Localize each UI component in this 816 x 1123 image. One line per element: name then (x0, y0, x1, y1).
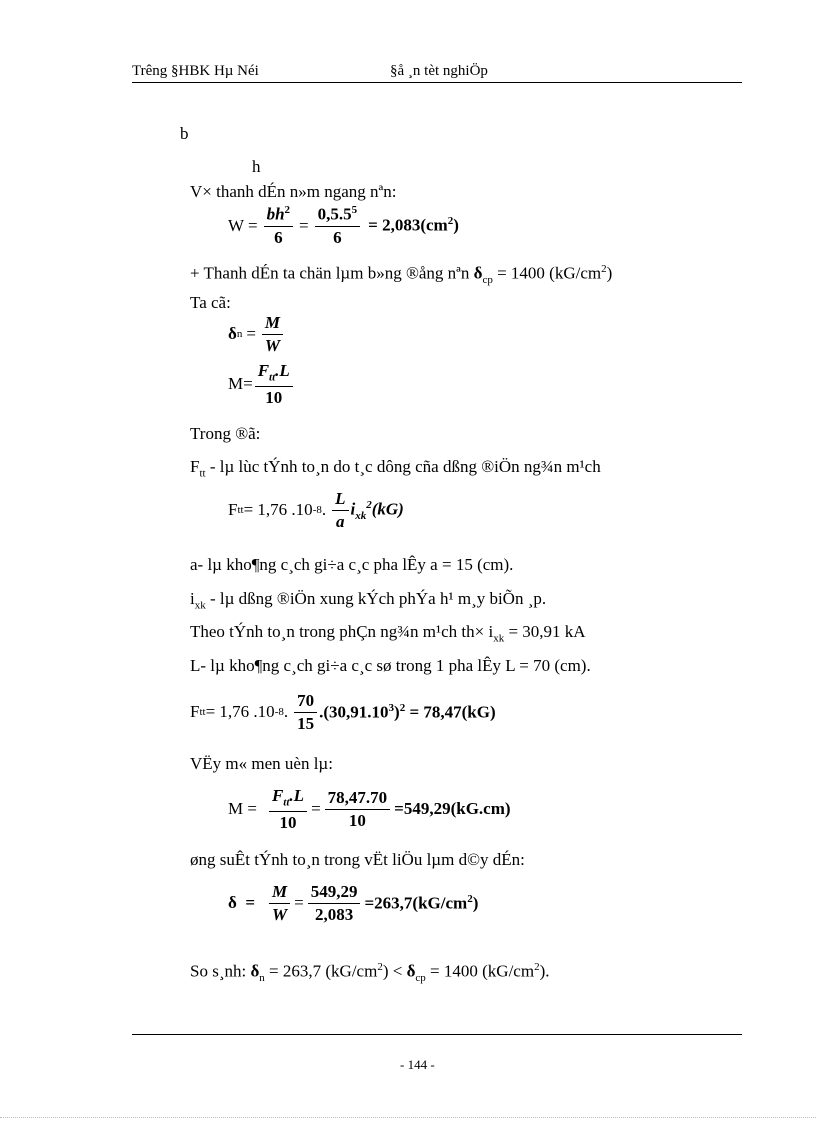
thanh-pre: + Thanh dÉn ta chän lµm b»ng ®ång nªn (190, 263, 474, 283)
ftt1-exp: -8 (312, 504, 322, 516)
m2-frac-2 (325, 789, 391, 830)
eq-w-f1-num-sup: 2 (284, 204, 291, 216)
ftt1-eq: = 1,76 .10 (243, 500, 313, 520)
text-line-vay: VËy m« men uèn lµ: (190, 754, 333, 773)
header-right: §å ¸n tèt nghiÖp (390, 63, 488, 79)
equation-sigma-2 (228, 883, 478, 924)
close-paren: ) (606, 263, 613, 283)
ftt2-sub: tt (199, 706, 206, 719)
s2-rhs-close: ) (472, 893, 479, 913)
theo-sub: xk (493, 632, 505, 645)
theo-post: = 30,91 kA (504, 622, 586, 641)
ftt2-frac (294, 692, 317, 733)
text-line-L: L- lµ kho¶ng c¸ch gi÷a c¸c sø trong 1 pha lÊy L = 70 (cm). (190, 656, 591, 675)
footer-rule (132, 1034, 742, 1035)
ftt2-F: F (190, 702, 200, 722)
m-def-num-sub: tt (269, 371, 276, 384)
so-sigma-n: δ (250, 961, 260, 981)
eq-w-f1-den: 6 (274, 227, 283, 247)
ftt2-exp: -8 (274, 706, 284, 718)
m2-f2-den: 10 (348, 810, 366, 830)
ftt2-den: 15 (297, 713, 315, 733)
s2-eq: = (294, 893, 304, 913)
ftt1-dot: . (321, 500, 327, 520)
m2-f1-F: F (271, 786, 284, 805)
text-line-a: a- lµ kho¶ng c¸ch gi÷a c¸c pha lÊy a = 15 (cm). (190, 555, 514, 574)
s2-rhs (364, 893, 478, 914)
sigma-n-num: M (262, 314, 283, 335)
s2-frac-2 (308, 883, 361, 924)
label-h: h (252, 157, 261, 176)
so-close: ). (539, 961, 550, 981)
m2-f1-L: .L (289, 786, 305, 805)
ftt2-mid-sup: 3 (388, 702, 395, 715)
sigma-n-eq: = (246, 324, 256, 344)
ftt2-eq: = 1,76 .10 (205, 702, 275, 722)
so-mid: = 263,7 (kG/cm (264, 961, 378, 981)
header-left: Trêng §HBK Hµ Néi (132, 63, 259, 79)
ftt1-i-sup: 2 (366, 498, 372, 511)
ftt1-num: L (332, 490, 348, 511)
sup-2: 2 (601, 263, 607, 275)
label-b: b (180, 124, 189, 143)
ixk-i: i (190, 589, 195, 608)
text-line-ung: øng suÊt tÝnh to¸n trong vËt liÖu lµm d©y dÉn: (190, 850, 525, 869)
s2-f1-num: M (269, 883, 290, 904)
so-sup-2: 2 (534, 961, 540, 973)
ftt1-F: F (228, 500, 238, 520)
m-def-frac (255, 362, 293, 407)
eq-w-f1-num: bh (266, 204, 285, 224)
eq-w-lhs: W = (228, 215, 258, 235)
equation-M-def (228, 362, 295, 407)
ftt1-i (351, 499, 404, 522)
equation-W (228, 205, 459, 246)
ftt1-i-sub: xk (355, 509, 367, 522)
ftt1-unit: (kG) (371, 499, 404, 519)
m2-f1-den: 10 (279, 812, 297, 832)
ftt-desc: - lµ lùc tÝnh to¸n do t¸c dông cña dßng ®iÖn ng¾n m¹ch (205, 457, 601, 476)
eq-w-f2-num: 0,5.5 (317, 204, 352, 224)
ftt2-dot: . (283, 702, 289, 722)
sigma-n-frac (262, 314, 283, 355)
m2-eq: = (311, 799, 321, 819)
equation-sigma-n (228, 314, 285, 355)
text-line-so-sanh (190, 961, 550, 984)
m2-frac-1 (269, 787, 307, 832)
m2-rhs: =549,29(kG.cm) (394, 799, 511, 819)
ftt1-sub: tt (237, 504, 244, 517)
so-post: = 1400 (kG/cm (425, 961, 535, 981)
text-line-ftt-desc (190, 457, 601, 479)
ftt2-close-sup: 2 (399, 702, 406, 715)
ixk-desc: - lµ dßng ®iÖn xung kÝch phÝa h¹ m¸y biÕn ¸p. (205, 589, 547, 608)
sigma-symbol: δ (473, 263, 483, 283)
ftt1-den: a (336, 511, 345, 531)
s2-f1-den: W (272, 904, 288, 924)
sub-cp: cp (482, 274, 493, 287)
so-mid2: ) < (382, 961, 407, 981)
text-line-thanh (190, 263, 612, 286)
text-line-ixk (190, 589, 546, 611)
sigma-n-symbol: δ (228, 324, 237, 344)
thanh-post: = 1400 (kG/cm (492, 263, 602, 283)
m2-f2-num: 78,47.70 (325, 789, 391, 810)
header-rule (132, 82, 742, 83)
sigma-n-sub: n (236, 328, 243, 341)
eq-w-rhs-text: = 2,083(cm (368, 216, 448, 235)
s2-lhs: δ = (228, 893, 256, 913)
theo-i: i (488, 622, 494, 641)
s2-f2-num: 549,29 (308, 883, 361, 904)
equation-Ftt-2 (190, 692, 496, 733)
ixk-sub: xk (194, 599, 206, 612)
ftt2-rhs-text: = 78,47(kG) (405, 702, 496, 722)
ftt-sub: tt (199, 467, 206, 480)
equation-Ftt-1 (228, 490, 404, 531)
so-sigma-cp: δ (406, 961, 416, 981)
so-pre: So s¸nh: (190, 961, 251, 981)
s2-frac-1 (269, 883, 290, 924)
eq-w-eq: = (299, 215, 309, 235)
text-line-1: V× thanh dÉn n»m ngang nªn: (190, 182, 397, 201)
m-def-den: 10 (265, 387, 283, 407)
ftt-F: F (190, 457, 200, 476)
text-line-taco: Ta cã: (190, 293, 231, 312)
m-def-lhs: M= (228, 374, 253, 394)
m-def-num-L: .L (275, 361, 290, 380)
text-line-trong: Trong ®ã: (190, 424, 261, 443)
m2-lhs: M = (228, 799, 257, 819)
so-sub-n: n (259, 972, 265, 985)
ftt1-frac (332, 490, 348, 531)
equation-M-2 (228, 787, 511, 832)
ftt2-rhs (319, 702, 496, 723)
sigma-n-den: W (264, 335, 281, 355)
page-bottom-edge (0, 1117, 816, 1118)
so-sub-cp: cp (415, 972, 426, 985)
s2-rhs-sup: 2 (467, 893, 473, 906)
s2-f2-den: 2,083 (314, 904, 354, 924)
s2-rhs-text: =263,7(kG/cm (364, 893, 468, 913)
eq-w-f2-den: 6 (333, 227, 342, 247)
so-sup-1: 2 (377, 961, 383, 973)
eq-w-frac-1 (264, 205, 293, 246)
text-line-theo (190, 622, 586, 644)
ftt2-close: ) (394, 702, 400, 722)
m2-f1-sub: tt (283, 796, 290, 809)
ftt1-i-text: i (350, 499, 356, 519)
ftt2-mid: .(30,91.10 (319, 702, 389, 722)
eq-w-rhs (368, 215, 459, 236)
theo-pre: Theo tÝnh to¸n trong phÇn ng¾n m¹ch th× (190, 622, 489, 641)
eq-w-frac-2 (315, 205, 361, 246)
ftt2-num: 70 (294, 692, 317, 713)
eq-w-rhs-close: ) (453, 216, 459, 235)
eq-w-rhs-sup: 2 (447, 215, 454, 228)
m-def-num-F: F (257, 361, 270, 380)
eq-w-f2-num-sup: 5 (351, 204, 358, 216)
page-number: - 144 - (400, 1057, 435, 1072)
